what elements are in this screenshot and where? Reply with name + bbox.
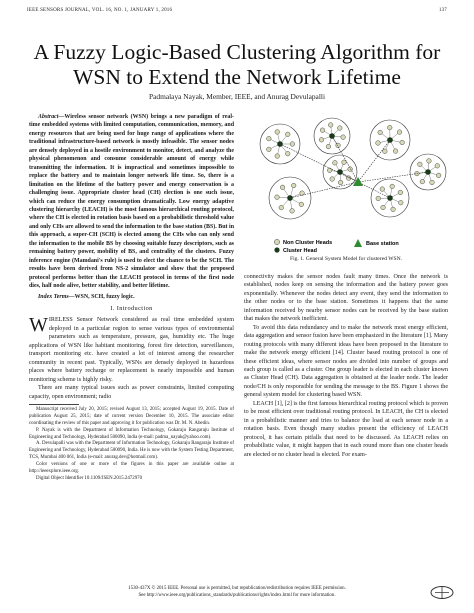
sensor-node xyxy=(398,190,403,195)
sensor-node xyxy=(319,137,324,142)
legend-ch-icon xyxy=(274,247,279,252)
index-terms-text: WSN, SCH, fuzzy logic. xyxy=(74,293,135,300)
cluster-group xyxy=(260,118,446,219)
right-paragraph-1: connectivity makes the sensor nodes fault many times. Once the network is established, nodes keep on sensing the information and the battery power goes exponentially. Whenever the nodes detect any event, they send the information to the other nodes or to the base station. Sometimes it happens that the same information received by nearby sensor nodes can be received by the base station that makes the network inefficient. xyxy=(244,274,448,323)
ch-links xyxy=(280,136,428,198)
sensor-node xyxy=(327,168,332,173)
drop-cap: W xyxy=(29,314,48,337)
ch-to-bs-link xyxy=(358,182,390,198)
sensor-node xyxy=(397,130,402,135)
index-terms-label: Index Terms— xyxy=(38,293,75,300)
sensor-node xyxy=(299,202,304,207)
abstract-text: Wireless sensor network (WSN) brings a new paradigm of real-time embedded systems with limited computation, communication, memory, and energy resources that are being used for huge range of applications where the traditional infrastructure-based network is mostly infeasible. The sensor nodes are densely deployed in a hostile environment to monitor, detect, and analyze the physical phenomenon and consume considerable amount of energy while transmitting the information. It is impractical and sometimes impossible to replace the battery and to maintain longer network life time. So, there is a limitation on the lifetime of the battery power and energy conservation is a challenging issue. Appropriate cluster head (CH) election is one such issue, which can reduce the energy consumption dramatically. Low energy adaptive clustering hierarchy (LEACH) is the most famous hierarchical routing protocol, where the CH is elected in rotation basis based on a probabilistic threshold value and only CHs are allowed to send the information to the base station (BS). But in this approach, a super-CH (SCH) is elected among the CHs who can only send the information to the mobile BS by choosing suitable fuzzy descriptors, such as remaining battery power, mobility of BS, and centrality of the clusters. Fuzzy inference engine (Mamdani's rule) is used to elect the chance to be the SCH. The results have been derived from NS-2 simulator and show that the proposed protocol performs better than the LEACH protocol in terms of the first node dies, half node alive, better stability, and better lifetime. xyxy=(29,114,234,290)
sensor-node xyxy=(275,195,280,200)
legend-node-icon xyxy=(274,239,279,244)
ieee-logo xyxy=(429,585,455,600)
sensor-node xyxy=(285,151,290,156)
base-station-node xyxy=(353,177,363,186)
sensor-node xyxy=(338,126,343,131)
sensor-node xyxy=(376,141,381,146)
figure-legend xyxy=(274,239,399,254)
paper-title: A Fuzzy Logic-Based Clustering Algorithm for WSN to Extend the Network Lifetime xyxy=(33,40,441,89)
sensor-node xyxy=(430,180,435,185)
sensor-node xyxy=(435,163,440,168)
left-column xyxy=(29,113,234,483)
index-terms xyxy=(29,293,234,301)
intro-text-1: IRELESS Sensor Network considered as real time embedded system deployed in a particular region to sense various types of environmental parameters such as temperature, pressure, gas, humidity etc. The huge applications of WSN like habitant monitoring, forest fire detection, surveillances, transport monitoring etc. have created a lot of interest among the researcher community in recent past. Typically, WSNs are densely deployed in hazardous places where battery recharge or replacement is nearly impossible and human monitoring scheme is highly risky. xyxy=(29,317,234,383)
sensor-node xyxy=(341,135,346,140)
sensor-node xyxy=(267,136,272,141)
section-heading: I. Introduction xyxy=(110,304,153,312)
sensor-node xyxy=(279,205,284,210)
footnote-author-2: A. Devulapalli was with the Department of Information Technology, Gokaraju Rangaraju Institute of Engineering and Technology, Hyderabad 500090, India. He is now with the System Testing Department, TCS, Mumbai 400 061, India (e-mail: anurag.dev@hotmail.com). xyxy=(29,441,234,461)
author-line: Padmalaya Nayak, Member, IEEE, and Anurag Devulapalli xyxy=(149,92,325,101)
sensor-node xyxy=(376,196,381,201)
sensor-node xyxy=(291,183,296,188)
sensor-node xyxy=(275,154,280,159)
sensor-node xyxy=(380,187,385,192)
sensor-node xyxy=(391,207,396,212)
sensor-node xyxy=(436,173,441,178)
sensor-node xyxy=(399,200,404,205)
running-header xyxy=(27,8,447,18)
sensor-node xyxy=(420,179,425,184)
sensor-node xyxy=(427,159,432,164)
sensor-node xyxy=(383,149,388,154)
sensor-node xyxy=(300,191,305,196)
intro-paragraph-1 xyxy=(29,316,234,384)
sensor-node xyxy=(338,180,343,185)
copyright-footer xyxy=(20,586,454,600)
right-paragraph-3: LEACH [1], [2] is the first famous hierarchical routing protocol which is proven to be most efficient over traditional routing protocol. In LEACH, the CH is elected in a probabilistic manner and tries to balance the load at each sensor node in a rotation basis. Even though many studies present the efficiency of LEACH protocol, it has certain pitfalls that need to be discussed. As LEACH relies on probabilistic value, it might happen that in each round more than one cluster heads are elected or no cluster head is elected. For exam- xyxy=(244,400,448,458)
sensor-node xyxy=(393,149,398,154)
sensor-node xyxy=(285,132,290,137)
system-model-figure xyxy=(250,114,448,264)
ch-to-bs-link xyxy=(358,140,390,182)
page-number: 137 xyxy=(438,8,447,13)
sensor-node xyxy=(275,130,280,135)
footnote-rule xyxy=(29,404,79,405)
footnote-received: Manuscript received July 20, 2015; revised August 13, 2015; accepted August 19, 2015. Date of publication August 25, 2015; date of current version December 10, 2015. The associate editor coordinating the review of this paper and approving it for publication was Dr. M. N. Abedin. xyxy=(29,406,234,426)
footnote-color: Color versions of one or more of the figures in this paper are available online at http://ieeexplore.ieee.org. xyxy=(29,462,234,475)
sensor-node xyxy=(320,128,325,133)
sensor-node xyxy=(348,167,353,172)
sensor-node xyxy=(387,125,392,130)
sensor-node xyxy=(378,130,383,135)
sensor-node xyxy=(280,185,285,190)
sensor-node xyxy=(333,160,338,165)
abstract xyxy=(29,113,234,291)
figure-caption: Fig. 1. General System Model for clustered WSN. xyxy=(289,256,403,262)
sensor-node xyxy=(267,147,272,152)
legend-ch-label: Cluster Head xyxy=(283,248,317,254)
right-paragraph-2: To avoid this data redundancy and to make the network most energy efficient, data aggregation and sensor fusion have been emphasized in the literature [1]. Many routing protocols with many different ideas have been proposed in the literature to make the network energy efficient [14]. Cluster based routing protocol is one of these efficient ideas, where sensor nodes are divided into number of groups and each group is called as a cluster. One group leader is elected in each cluster known as Cluster Head (CH). Data aggregation is obtained at the leader node. The leader node/CH is only responsible for sending the message to the BS. Figure 1 shows the general system model for clustering based WSN. xyxy=(244,324,449,399)
legend-bs-label: Base station xyxy=(366,241,399,247)
footnote-doi: Digital Object Identifier 10.1109/JSEN.2015.2472970 xyxy=(36,476,143,482)
sensor-node xyxy=(328,123,333,128)
sensor-node xyxy=(400,140,405,145)
copyright-line: 1530-437X © 2015 IEEE. Personal use is permitted, but republication/redistribution requires IEEE permission. xyxy=(128,586,346,591)
rights-link-line: See http://www.ieee.org/publications_standards/publications/rights/index.html for more information. xyxy=(138,592,336,598)
intro-paragraph-2: There are many typical issues such as power constraints, limited computing capacity, open environment; radio xyxy=(29,385,234,400)
abstract-label: Abstract— xyxy=(38,114,65,120)
right-column xyxy=(244,273,448,459)
sensor-node xyxy=(290,209,295,214)
sensor-node xyxy=(326,144,331,149)
sensor-node xyxy=(290,142,295,147)
legend-bs-icon xyxy=(354,239,362,247)
sensor-node xyxy=(330,177,335,182)
journal-header: IEEE SENSORS JOURNAL, VOL. 16, NO. 1, JANUARY 1, 2016 xyxy=(27,8,173,13)
footnote-author-1: P. Nayak is with the Department of Information Technology, Gokaraju Rangaraju Institute of Engineering and Technology, Hyderabad 500090, India (e-mail: padma_nayak@yahoo.com). xyxy=(29,427,234,440)
sensor-node xyxy=(390,184,395,189)
sensor-node xyxy=(381,205,386,210)
ch-to-bs-link xyxy=(358,172,428,182)
sensor-node xyxy=(418,162,423,167)
legend-non-ch-label: Non Cluster Heads xyxy=(283,240,333,246)
ch-to-bs-link xyxy=(290,182,358,198)
